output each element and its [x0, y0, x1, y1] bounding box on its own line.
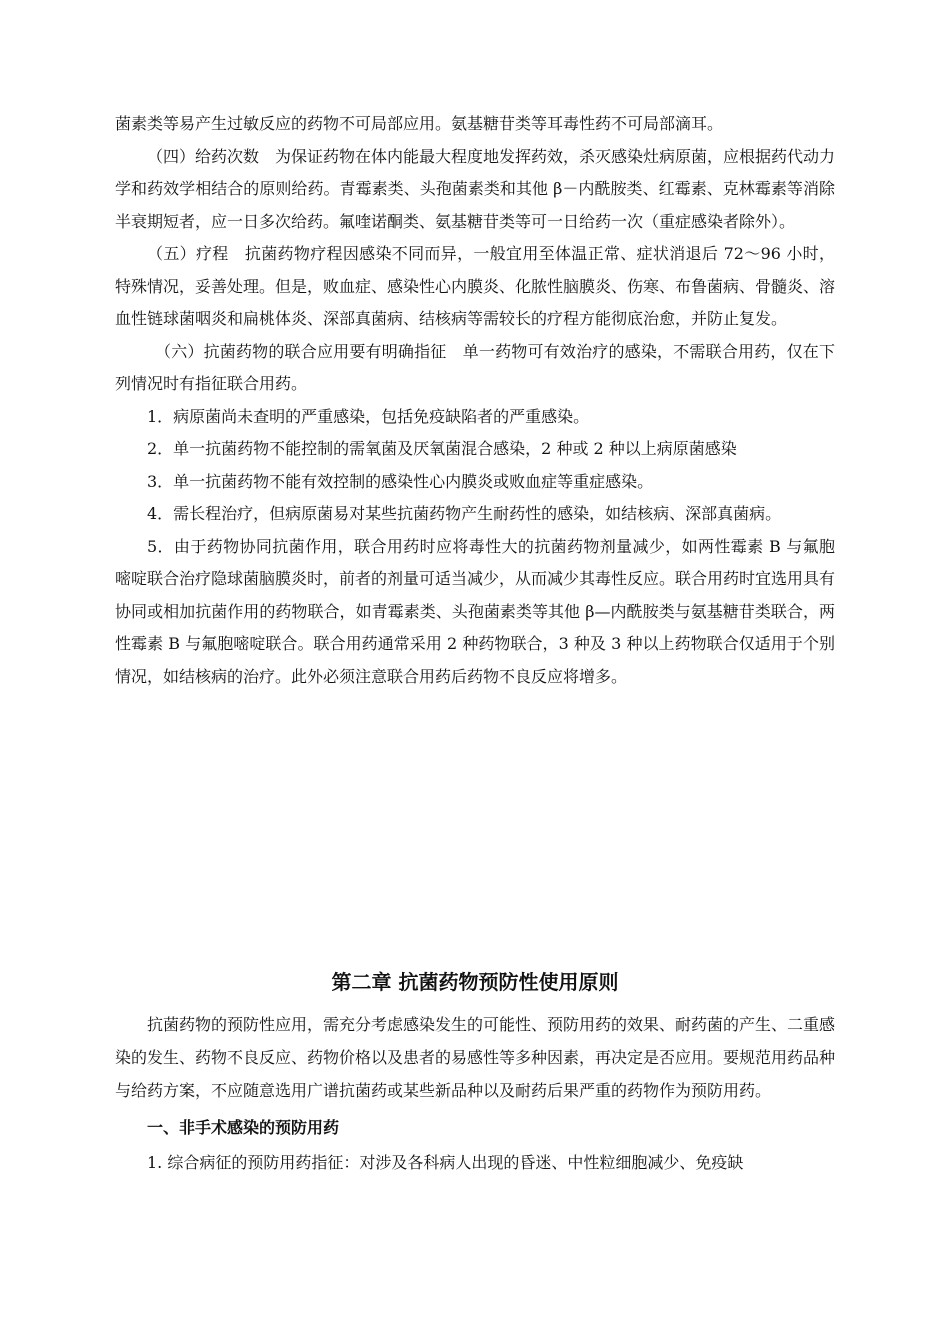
section-title: 一、非手术感染的预防用药 — [147, 1118, 340, 1137]
chapter-intro: 抗菌药物的预防性应用，需充分考虑感染发生的可能性、预防用药的效果、耐药菌的产生、二重感染的发生、药物不良反应、药物价格以及患者的易感性等多种因素，再决定是否应用。要规范用药品种与给药方案，不应随意选用广谱抗菌药或某些新品种以及耐药后果严重的药物作为预防用药。 — [115, 1015, 836, 1100]
list-item-3: 3．单一抗菌药物不能有效控制的感染性心内膜炎或败血症等重症感染。 — [147, 471, 654, 491]
paragraph-continuation: 菌素类等易产生过敏反应的药物不可局部应用。氨基糖苷类等耳毒性药不可局部滴耳。 — [115, 114, 724, 133]
paragraph-combination-indication: （六）抗菌药物的联合应用要有明确指征 单一药物可有效治疗的感染，不需联合用药，仅在下列情况时有指征联合用药。 — [115, 341, 835, 393]
chapter-title: 第二章 抗菌药物预防性使用原则 — [331, 970, 619, 994]
chapter-body — [115, 1008, 835, 1179]
section-text: 1. 综合病征的预防用药指征：对涉及各科病人出现的昏迷、中性粒细胞减少、免疫缺 — [147, 1153, 744, 1172]
list-item-4: 4．需长程治疗，但病原菌易对某些抗菌药物产生耐药性的感染，如结核病、深部真菌病。 — [147, 504, 782, 523]
body-text — [115, 108, 835, 693]
list-item-1: 1．病原菌尚未查明的严重感染，包括免疫缺陷者的严重感染。 — [147, 406, 590, 426]
paragraph-treatment-course: （五）疗程 抗菌药物疗程因感染不同而异，一般宜用至体温正常、症状消退后 72～96 小时，特殊情况，妥善处理。但是，败血症、感染性心内膜炎、化脓性脑膜炎、伤寒、布鲁菌病、骨髓炎、溶血性链球菌咽炎和扁桃体炎、深部真菌病、结核病等需较长的疗程方能彻底治愈，并防止复发。 — [115, 244, 836, 328]
list-item-2: 2．单一抗菌药物不能控制的需氧菌及厌氧菌混合感染，2 种或 2 种以上病原菌感染 — [147, 439, 737, 458]
paragraph-dosing-frequency: （四）给药次数 为保证药物在体内能最大程度地发挥药效，杀灭感染灶病原菌，应根据药代动力学和药效学相结合的原则给药。青霉素类、头孢菌素类和其他 β－内酰胺类、红霉素、克林霉素等消除半衰期短者，应一日多次给药。氟喹诺酮类、氨基糖苷类等可一日给药一次（重症感染者除外）。 — [115, 146, 836, 231]
list-item-5: 5．由于药物协同抗菌作用，联合用药时应将毒性大的抗菌药物剂量减少，如两性霉素 B 与氟胞嘧啶联合治疗隐球菌脑膜炎时，前者的剂量可适当减少，从而减少其毒性反应。联合用药时宜选用具有协同或相加抗菌作用的药物联合，如青霉素类、头孢菌素类等其他 β—内酰胺类与氨基糖苷类联合，两性霉素 B 与氟胞嘧啶联合。联合用药通常采用 2 种药物联合，3 种及 3 种以上药物联合仅适用于个别情况，如结核病的治疗。此外必须注意联合用药后药物不良反应将增多。 — [115, 536, 836, 686]
